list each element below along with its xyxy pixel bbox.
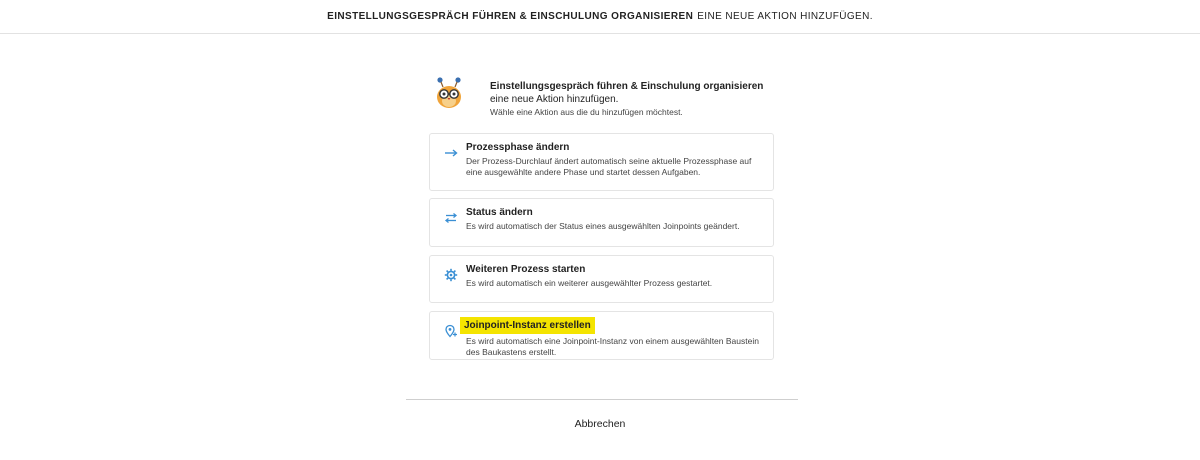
action-description: Es wird automatisch ein weiterer ausgewählter Prozess gestartet.	[466, 278, 713, 288]
intro-section	[434, 76, 774, 120]
action-description: Es wird automatisch eine Joinpoint-Instanz von einem ausgewählten Baustein des Baukastens erstellt.	[466, 336, 759, 357]
header-title-strong: EINSTELLUNGSGESPRÄCH FÜHREN & EINSCHULUNG ORGANISIEREN	[327, 11, 694, 22]
intro-subtitle: Wähle eine Aktion aus die du hinzufügen möchtest.	[490, 107, 683, 117]
swap-arrows-icon	[444, 211, 458, 225]
action-title-highlighted: Joinpoint-Instanz erstellen	[460, 317, 595, 334]
footer-divider	[406, 399, 798, 400]
action-card-weiteren-prozess-starten[interactable]	[429, 255, 774, 303]
mascot-owl-icon	[434, 76, 464, 110]
arrow-right-icon	[444, 146, 458, 160]
page-header	[0, 0, 1200, 34]
map-pin-plus-icon	[444, 324, 458, 338]
action-card-prozessphase-aendern[interactable]	[429, 133, 774, 191]
intro-title-strong: Einstellungsgespräch führen & Einschulung organisieren	[490, 81, 764, 92]
gear-icon	[444, 268, 458, 282]
action-description: Der Prozess-Durchlauf ändert automatisch seine aktuelle Prozessphase auf eine ausgewählte andere Phase und startet dessen Aufgaben.	[466, 156, 752, 177]
intro-title-rest: eine neue Aktion hinzufügen.	[490, 94, 619, 105]
cancel-button[interactable]: Abbrechen	[0, 418, 1200, 430]
action-description: Es wird automatisch der Status eines ausgewählten Joinpoints geändert.	[466, 221, 740, 231]
header-title-rest: EINE NEUE AKTION HINZUFÜGEN.	[697, 11, 873, 22]
action-title: Weiteren Prozess starten	[466, 264, 586, 275]
action-title: Prozessphase ändern	[466, 142, 570, 153]
action-card-joinpoint-instanz-erstellen[interactable]	[429, 311, 774, 360]
action-title: Status ändern	[466, 207, 533, 218]
intro-text	[490, 80, 770, 119]
action-card-status-aendern[interactable]	[429, 198, 774, 247]
